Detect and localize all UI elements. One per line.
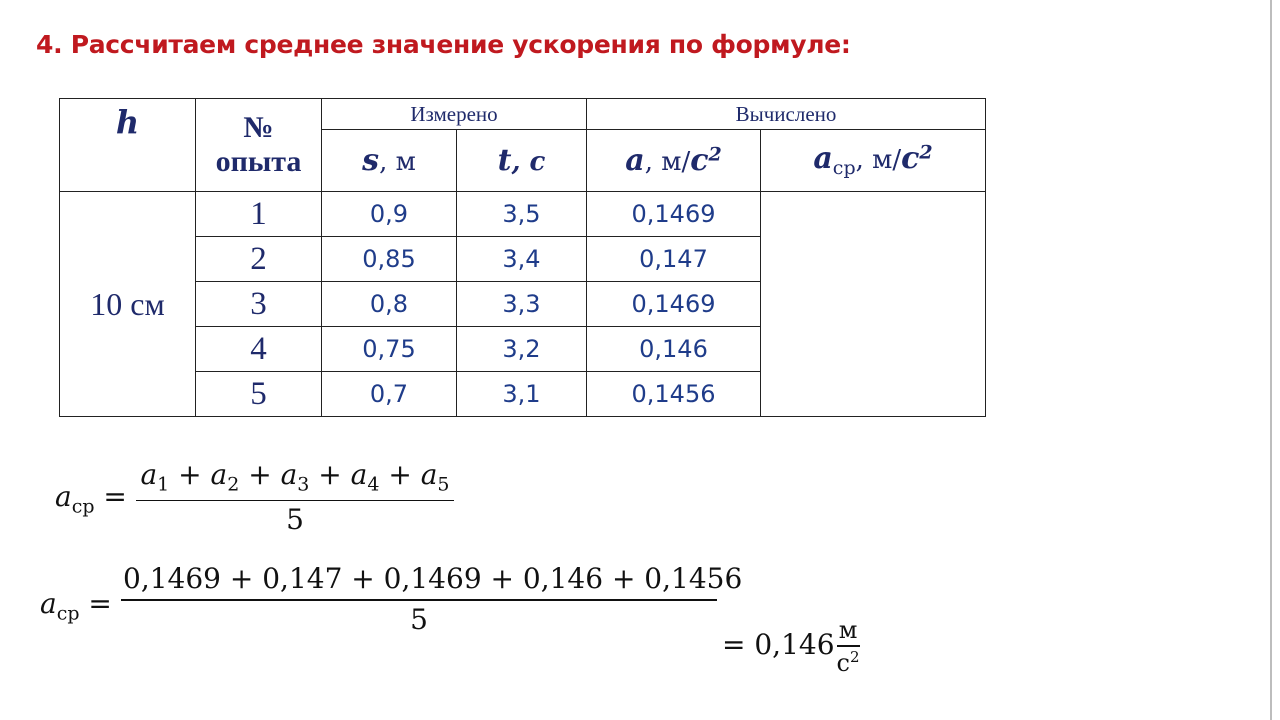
a-value: 0,146 bbox=[587, 327, 761, 372]
result-unit-denominator: c bbox=[836, 648, 850, 677]
t-symbol: t bbox=[497, 143, 512, 178]
trial-no-word: опыта bbox=[215, 145, 302, 178]
h-value: 10 см bbox=[60, 192, 196, 417]
t-value: 3,2 bbox=[457, 327, 587, 372]
measured-group-header: Измерено bbox=[322, 99, 587, 130]
s-value: 0,85 bbox=[322, 237, 457, 282]
formula1-equals: = bbox=[94, 480, 127, 513]
acp-unit: , м/ bbox=[855, 145, 902, 176]
result-value bbox=[722, 617, 860, 676]
formula2-lhs-symbol: a bbox=[40, 587, 57, 620]
trial-number: 3 bbox=[196, 282, 322, 327]
a-value: 0,147 bbox=[587, 237, 761, 282]
trial-number: 2 bbox=[196, 237, 322, 282]
a-unit: , м/ bbox=[644, 147, 691, 177]
acp-unit-exp: 2 bbox=[919, 141, 933, 164]
acp-unit-c: c bbox=[901, 141, 920, 177]
result-unit bbox=[837, 617, 860, 676]
a-value: 0,1456 bbox=[587, 372, 761, 417]
trial-number: 5 bbox=[196, 372, 322, 417]
formula2-fraction bbox=[121, 562, 743, 636]
t-unit: , c bbox=[511, 147, 546, 177]
trial-no-header-cell bbox=[196, 99, 322, 192]
formula2-lhs-sub: ср bbox=[56, 602, 80, 625]
formula1-lhs-sub: ср bbox=[71, 495, 95, 518]
a-value: 0,1469 bbox=[587, 282, 761, 327]
formula2-numerator: 0,1469 + 0,147 + 0,1469 + 0,146 + 0,1456 bbox=[123, 562, 743, 595]
formula2-denominator: 5 bbox=[410, 602, 428, 636]
formula1-lhs bbox=[55, 480, 127, 518]
slide-title: 4. Рассчитаем среднее значение ускорения по формуле: bbox=[36, 30, 851, 59]
trial-number: 1 bbox=[196, 192, 322, 237]
formula1-numerator: $a_1 + a_2 + a_3 + a_4 + a_5$ bbox=[140, 458, 450, 496]
table-row bbox=[60, 192, 986, 237]
s-symbol: s bbox=[362, 143, 380, 178]
computed-group-header: Вычислено bbox=[587, 99, 986, 130]
t-value: 3,1 bbox=[457, 372, 587, 417]
trial-number: 4 bbox=[196, 327, 322, 372]
h-header-cell bbox=[60, 99, 196, 192]
formula1-fraction bbox=[136, 458, 454, 536]
t-value: 3,3 bbox=[457, 282, 587, 327]
formula2-lhs bbox=[40, 587, 112, 625]
slide-right-border bbox=[1270, 0, 1272, 720]
result-unit-numerator: м bbox=[838, 616, 858, 644]
formula1-fraction-bar bbox=[136, 500, 454, 502]
measurements-table bbox=[59, 98, 986, 417]
formula2-fraction-bar bbox=[121, 599, 717, 601]
s-value: 0,7 bbox=[322, 372, 457, 417]
formula2-equals: = bbox=[79, 587, 112, 620]
a-unit-exp: 2 bbox=[708, 143, 722, 166]
s-header bbox=[322, 130, 457, 192]
result-unit-bar bbox=[837, 645, 860, 647]
result-unit-exponent: 2 bbox=[849, 647, 860, 666]
formula1-lhs-symbol: a bbox=[55, 480, 72, 513]
a-unit-c: c bbox=[690, 143, 709, 178]
t-value: 3,5 bbox=[457, 192, 587, 237]
formula1-denominator: 5 bbox=[286, 503, 304, 537]
acp-symbol: a bbox=[813, 141, 833, 177]
trial-no-symbol: № bbox=[243, 110, 274, 144]
a-value: 0,1469 bbox=[587, 192, 761, 237]
acp-value-empty bbox=[761, 192, 986, 417]
result-number: = 0,146 bbox=[722, 628, 835, 662]
acp-header bbox=[761, 130, 986, 192]
s-value: 0,8 bbox=[322, 282, 457, 327]
a-symbol: a bbox=[625, 143, 645, 178]
t-value: 3,4 bbox=[457, 237, 587, 282]
s-value: 0,9 bbox=[322, 192, 457, 237]
acp-sub: ср bbox=[832, 157, 856, 180]
s-value: 0,75 bbox=[322, 327, 457, 372]
s-unit: , м bbox=[379, 147, 416, 177]
a-header bbox=[587, 130, 761, 192]
h-header: h bbox=[115, 103, 140, 141]
t-header bbox=[457, 130, 587, 192]
